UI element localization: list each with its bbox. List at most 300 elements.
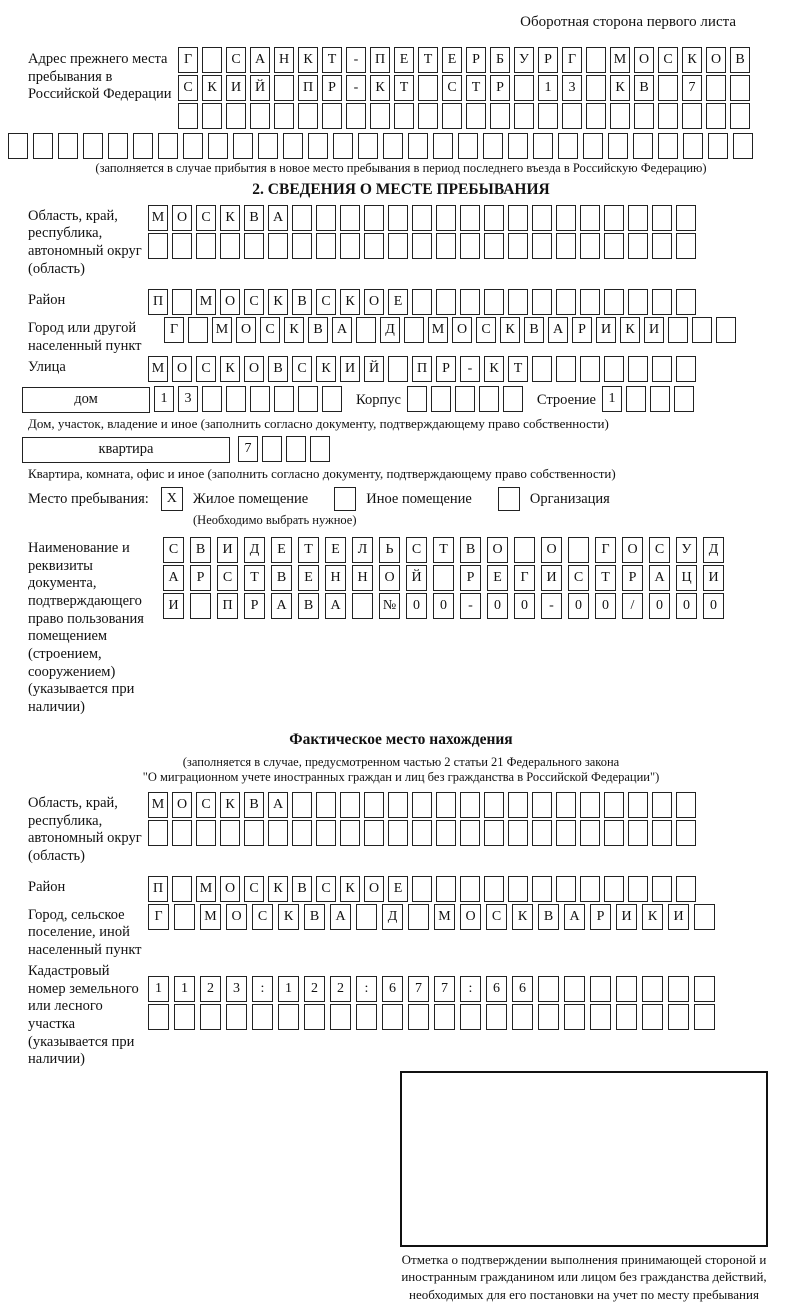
char-box[interactable] — [388, 233, 408, 259]
char-box[interactable]: К — [484, 356, 504, 382]
char-box[interactable] — [436, 233, 456, 259]
char-box[interactable]: Ц — [676, 565, 697, 591]
char-box[interactable] — [174, 904, 195, 930]
char-box[interactable] — [274, 75, 294, 101]
char-box[interactable] — [508, 876, 528, 902]
char-box[interactable] — [532, 356, 552, 382]
char-box[interactable]: М — [200, 904, 221, 930]
char-box[interactable] — [268, 233, 288, 259]
char-box[interactable]: 1 — [538, 75, 558, 101]
char-box[interactable]: И — [616, 904, 637, 930]
char-box[interactable]: М — [434, 904, 455, 930]
char-box[interactable]: В — [244, 205, 264, 231]
char-box[interactable] — [408, 904, 429, 930]
char-box[interactable]: Т — [595, 565, 616, 591]
char-box[interactable]: Е — [298, 565, 319, 591]
char-box[interactable] — [455, 386, 475, 412]
char-box[interactable]: К — [220, 205, 240, 231]
char-box[interactable]: П — [148, 289, 168, 315]
char-box[interactable]: 3 — [226, 976, 247, 1002]
char-box[interactable] — [172, 820, 192, 846]
char-box[interactable] — [706, 103, 726, 129]
char-box[interactable]: К — [500, 317, 520, 343]
char-box[interactable] — [460, 205, 480, 231]
char-box[interactable] — [604, 792, 624, 818]
char-box[interactable]: Р — [490, 75, 510, 101]
char-box[interactable] — [508, 820, 528, 846]
char-box[interactable] — [158, 133, 178, 159]
char-box[interactable]: Р — [322, 75, 342, 101]
char-box[interactable] — [436, 876, 456, 902]
char-box[interactable]: С — [406, 537, 427, 563]
char-box[interactable] — [556, 205, 576, 231]
char-box[interactable]: В — [190, 537, 211, 563]
char-box[interactable]: 0 — [676, 593, 697, 619]
char-box[interactable] — [356, 1004, 377, 1030]
char-box[interactable] — [708, 133, 728, 159]
char-box[interactable] — [172, 233, 192, 259]
char-box[interactable]: 1 — [154, 386, 174, 412]
char-box[interactable] — [283, 133, 303, 159]
char-box[interactable]: К — [220, 356, 240, 382]
char-box[interactable] — [258, 133, 278, 159]
char-box[interactable] — [652, 820, 672, 846]
char-box[interactable]: 0 — [406, 593, 427, 619]
char-box[interactable] — [556, 792, 576, 818]
char-box[interactable]: 3 — [562, 75, 582, 101]
char-box[interactable] — [586, 75, 606, 101]
char-box[interactable] — [508, 289, 528, 315]
char-box[interactable] — [172, 876, 192, 902]
char-box[interactable]: В — [730, 47, 750, 73]
char-box[interactable] — [532, 876, 552, 902]
char-box[interactable] — [668, 1004, 689, 1030]
char-box[interactable] — [292, 792, 312, 818]
char-box[interactable]: А — [548, 317, 568, 343]
char-box[interactable] — [733, 133, 753, 159]
char-box[interactable]: Р — [244, 593, 265, 619]
char-box[interactable]: 2 — [330, 976, 351, 1002]
char-box[interactable]: Р — [590, 904, 611, 930]
region-row-1[interactable] — [148, 205, 700, 231]
char-box[interactable] — [562, 103, 582, 129]
char-box[interactable]: 0 — [595, 593, 616, 619]
char-box[interactable] — [412, 876, 432, 902]
char-box[interactable]: К — [298, 47, 318, 73]
char-box[interactable]: С — [476, 317, 496, 343]
char-box[interactable] — [364, 233, 384, 259]
document-row-3[interactable] — [163, 593, 730, 619]
char-box[interactable] — [202, 386, 222, 412]
char-box[interactable]: Й — [250, 75, 270, 101]
char-box[interactable] — [316, 820, 336, 846]
char-box[interactable]: К — [284, 317, 304, 343]
char-box[interactable]: 3 — [178, 386, 198, 412]
char-box[interactable]: К — [316, 356, 336, 382]
char-box[interactable] — [330, 1004, 351, 1030]
char-box[interactable] — [460, 233, 480, 259]
char-box[interactable]: : — [356, 976, 377, 1002]
char-box[interactable] — [292, 233, 312, 259]
char-box[interactable]: О — [364, 876, 384, 902]
char-box[interactable] — [418, 103, 438, 129]
char-box[interactable]: Е — [271, 537, 292, 563]
char-box[interactable]: : — [252, 976, 273, 1002]
char-box[interactable]: В — [634, 75, 654, 101]
char-box[interactable]: - — [346, 47, 366, 73]
char-box[interactable] — [508, 133, 528, 159]
city-row[interactable] — [164, 317, 740, 343]
char-box[interactable]: Й — [406, 565, 427, 591]
char-box[interactable]: М — [610, 47, 630, 73]
char-box[interactable] — [262, 436, 282, 462]
char-box[interactable]: М — [196, 289, 216, 315]
char-box[interactable]: О — [706, 47, 726, 73]
char-box[interactable] — [538, 976, 559, 1002]
char-box[interactable]: А — [268, 205, 288, 231]
char-box[interactable]: О — [379, 565, 400, 591]
char-box[interactable]: Ь — [379, 537, 400, 563]
char-box[interactable]: - — [460, 593, 481, 619]
char-box[interactable] — [508, 233, 528, 259]
char-box[interactable] — [484, 792, 504, 818]
district-row[interactable] — [148, 289, 700, 315]
char-box[interactable]: В — [304, 904, 325, 930]
char-box[interactable] — [33, 133, 53, 159]
char-box[interactable] — [604, 205, 624, 231]
char-box[interactable] — [652, 876, 672, 902]
char-box[interactable] — [694, 904, 715, 930]
char-box[interactable] — [610, 103, 630, 129]
char-box[interactable]: П — [298, 75, 318, 101]
char-box[interactable] — [388, 205, 408, 231]
char-box[interactable]: С — [292, 356, 312, 382]
char-box[interactable]: Д — [244, 537, 265, 563]
char-box[interactable] — [148, 820, 168, 846]
char-box[interactable] — [590, 1004, 611, 1030]
char-box[interactable] — [412, 233, 432, 259]
char-box[interactable] — [436, 205, 456, 231]
char-box[interactable]: 6 — [512, 976, 533, 1002]
char-box[interactable]: Т — [394, 75, 414, 101]
char-box[interactable]: С — [568, 565, 589, 591]
char-box[interactable]: Т — [466, 75, 486, 101]
char-box[interactable]: К — [610, 75, 630, 101]
char-box[interactable] — [650, 386, 670, 412]
char-box[interactable]: А — [332, 317, 352, 343]
char-box[interactable] — [436, 820, 456, 846]
char-box[interactable]: - — [541, 593, 562, 619]
char-box[interactable]: Р — [622, 565, 643, 591]
char-box[interactable]: Р — [190, 565, 211, 591]
char-box[interactable] — [220, 820, 240, 846]
char-box[interactable] — [604, 876, 624, 902]
char-box[interactable] — [431, 386, 451, 412]
char-box[interactable]: 2 — [304, 976, 325, 1002]
char-box[interactable] — [580, 820, 600, 846]
char-box[interactable]: В — [268, 356, 288, 382]
char-box[interactable]: Р — [436, 356, 456, 382]
char-box[interactable]: : — [460, 976, 481, 1002]
char-box[interactable] — [580, 233, 600, 259]
char-box[interactable] — [250, 386, 270, 412]
char-box[interactable]: О — [226, 904, 247, 930]
char-box[interactable]: П — [370, 47, 390, 73]
char-box[interactable]: Т — [244, 565, 265, 591]
char-box[interactable]: В — [308, 317, 328, 343]
char-box[interactable]: 7 — [408, 976, 429, 1002]
char-box[interactable]: О — [541, 537, 562, 563]
char-box[interactable]: Л — [352, 537, 373, 563]
char-box[interactable] — [460, 792, 480, 818]
char-box[interactable] — [8, 133, 28, 159]
char-box[interactable] — [442, 103, 462, 129]
char-box[interactable] — [412, 289, 432, 315]
char-box[interactable]: А — [564, 904, 585, 930]
char-box[interactable] — [604, 233, 624, 259]
char-box[interactable] — [508, 792, 528, 818]
char-box[interactable]: О — [622, 537, 643, 563]
char-box[interactable]: К — [682, 47, 702, 73]
char-box[interactable]: 7 — [238, 436, 258, 462]
char-box[interactable]: С — [217, 565, 238, 591]
region-row-2[interactable] — [148, 233, 700, 259]
char-box[interactable] — [310, 436, 330, 462]
char-box[interactable] — [616, 976, 637, 1002]
char-box[interactable] — [628, 356, 648, 382]
char-box[interactable] — [484, 820, 504, 846]
char-box[interactable] — [556, 289, 576, 315]
char-box[interactable] — [356, 904, 377, 930]
char-box[interactable] — [652, 289, 672, 315]
char-box[interactable]: О — [634, 47, 654, 73]
char-box[interactable]: Т — [298, 537, 319, 563]
char-box[interactable] — [706, 75, 726, 101]
char-box[interactable] — [340, 205, 360, 231]
char-box[interactable] — [590, 976, 611, 1002]
char-box[interactable]: А — [271, 593, 292, 619]
char-box[interactable]: О — [364, 289, 384, 315]
char-box[interactable] — [580, 876, 600, 902]
char-box[interactable]: С — [442, 75, 462, 101]
char-box[interactable] — [58, 133, 78, 159]
char-box[interactable]: П — [148, 876, 168, 902]
char-box[interactable] — [564, 1004, 585, 1030]
char-box[interactable]: 2 — [200, 976, 221, 1002]
char-box[interactable]: 0 — [703, 593, 724, 619]
char-box[interactable]: Р — [538, 47, 558, 73]
residence-checkbox-inoe[interactable] — [334, 487, 356, 511]
char-box[interactable] — [503, 386, 523, 412]
char-box[interactable] — [532, 289, 552, 315]
char-box[interactable]: К — [370, 75, 390, 101]
char-box[interactable]: В — [524, 317, 544, 343]
char-box[interactable] — [668, 317, 688, 343]
char-box[interactable]: А — [250, 47, 270, 73]
char-box[interactable]: - — [346, 75, 366, 101]
char-box[interactable] — [676, 356, 696, 382]
char-box[interactable] — [658, 133, 678, 159]
char-box[interactable] — [188, 317, 208, 343]
char-box[interactable] — [694, 976, 715, 1002]
char-box[interactable] — [436, 792, 456, 818]
street-row[interactable] — [148, 356, 700, 382]
char-box[interactable]: М — [148, 205, 168, 231]
char-box[interactable]: А — [330, 904, 351, 930]
char-box[interactable] — [460, 289, 480, 315]
char-box[interactable]: Г — [514, 565, 535, 591]
char-box[interactable]: С — [163, 537, 184, 563]
stroenie-row[interactable] — [602, 386, 698, 412]
char-box[interactable]: А — [649, 565, 670, 591]
char-box[interactable] — [682, 103, 702, 129]
char-box[interactable] — [298, 386, 318, 412]
char-box[interactable] — [407, 386, 427, 412]
char-box[interactable] — [364, 205, 384, 231]
char-box[interactable]: К — [620, 317, 640, 343]
char-box[interactable]: С — [486, 904, 507, 930]
char-box[interactable]: Т — [418, 47, 438, 73]
char-box[interactable] — [460, 820, 480, 846]
char-box[interactable]: № — [379, 593, 400, 619]
char-box[interactable] — [628, 820, 648, 846]
char-box[interactable] — [486, 1004, 507, 1030]
char-box[interactable] — [434, 1004, 455, 1030]
char-box[interactable] — [352, 593, 373, 619]
char-box[interactable] — [196, 820, 216, 846]
char-box[interactable] — [694, 1004, 715, 1030]
char-box[interactable]: А — [268, 792, 288, 818]
char-box[interactable] — [628, 233, 648, 259]
char-box[interactable]: Е — [487, 565, 508, 591]
char-box[interactable] — [364, 820, 384, 846]
char-box[interactable] — [730, 75, 750, 101]
char-box[interactable]: С — [316, 289, 336, 315]
char-box[interactable]: У — [676, 537, 697, 563]
char-box[interactable] — [83, 133, 103, 159]
char-box[interactable]: С — [178, 75, 198, 101]
char-box[interactable]: Н — [352, 565, 373, 591]
char-box[interactable] — [484, 876, 504, 902]
char-box[interactable] — [580, 289, 600, 315]
char-box[interactable] — [433, 133, 453, 159]
char-box[interactable]: И — [163, 593, 184, 619]
char-box[interactable] — [233, 133, 253, 159]
char-box[interactable] — [642, 976, 663, 1002]
char-box[interactable] — [388, 792, 408, 818]
char-box[interactable] — [408, 133, 428, 159]
char-box[interactable] — [190, 593, 211, 619]
char-box[interactable]: К — [268, 876, 288, 902]
char-box[interactable]: В — [292, 289, 312, 315]
char-box[interactable] — [514, 103, 534, 129]
char-box[interactable] — [652, 205, 672, 231]
char-box[interactable] — [580, 356, 600, 382]
char-box[interactable]: Д — [382, 904, 403, 930]
char-box[interactable] — [340, 233, 360, 259]
house-number-row[interactable] — [154, 386, 346, 412]
apartment-number-row[interactable] — [238, 436, 334, 462]
char-box[interactable] — [208, 133, 228, 159]
char-box[interactable] — [202, 103, 222, 129]
char-box[interactable]: С — [658, 47, 678, 73]
char-box[interactable] — [404, 317, 424, 343]
char-box[interactable] — [200, 1004, 221, 1030]
char-box[interactable] — [676, 792, 696, 818]
char-box[interactable] — [692, 317, 712, 343]
char-box[interactable] — [292, 205, 312, 231]
char-box[interactable] — [322, 386, 342, 412]
char-box[interactable]: В — [244, 792, 264, 818]
char-box[interactable]: Р — [460, 565, 481, 591]
char-box[interactable] — [616, 1004, 637, 1030]
char-box[interactable] — [268, 820, 288, 846]
char-box[interactable]: О — [460, 904, 481, 930]
char-box[interactable] — [564, 976, 585, 1002]
char-box[interactable] — [633, 133, 653, 159]
char-box[interactable] — [148, 233, 168, 259]
prev-address-row-2[interactable] — [178, 75, 754, 101]
char-box[interactable]: Г — [148, 904, 169, 930]
char-box[interactable]: 0 — [514, 593, 535, 619]
char-box[interactable] — [558, 133, 578, 159]
char-box[interactable]: 6 — [486, 976, 507, 1002]
char-box[interactable]: И — [541, 565, 562, 591]
char-box[interactable]: 1 — [602, 386, 622, 412]
char-box[interactable] — [412, 820, 432, 846]
char-box[interactable] — [628, 289, 648, 315]
char-box[interactable] — [274, 386, 294, 412]
char-box[interactable]: Г — [595, 537, 616, 563]
char-box[interactable] — [652, 792, 672, 818]
char-box[interactable] — [508, 205, 528, 231]
char-box[interactable]: Т — [508, 356, 528, 382]
char-box[interactable] — [358, 133, 378, 159]
char-box[interactable] — [586, 47, 606, 73]
char-box[interactable] — [730, 103, 750, 129]
char-box[interactable]: И — [217, 537, 238, 563]
char-box[interactable] — [286, 436, 306, 462]
prev-address-row-4[interactable] — [8, 133, 794, 159]
char-box[interactable] — [183, 133, 203, 159]
char-box[interactable]: В — [298, 593, 319, 619]
char-box[interactable]: К — [202, 75, 222, 101]
char-box[interactable]: С — [244, 289, 264, 315]
residence-checkbox-org[interactable] — [498, 487, 520, 511]
char-box[interactable]: У — [514, 47, 534, 73]
char-box[interactable] — [346, 103, 366, 129]
char-box[interactable]: И — [668, 904, 689, 930]
char-box[interactable]: Н — [325, 565, 346, 591]
char-box[interactable] — [676, 820, 696, 846]
char-box[interactable] — [316, 792, 336, 818]
char-box[interactable]: И — [644, 317, 664, 343]
char-box[interactable] — [340, 820, 360, 846]
char-box[interactable]: С — [244, 876, 264, 902]
char-box[interactable]: А — [163, 565, 184, 591]
char-box[interactable] — [458, 133, 478, 159]
char-box[interactable] — [568, 537, 589, 563]
char-box[interactable] — [532, 792, 552, 818]
cadastre-row-1[interactable] — [148, 976, 720, 1002]
char-box[interactable] — [418, 75, 438, 101]
char-box[interactable] — [538, 103, 558, 129]
char-box[interactable]: П — [217, 593, 238, 619]
char-box[interactable] — [108, 133, 128, 159]
char-box[interactable] — [479, 386, 499, 412]
char-box[interactable]: В — [292, 876, 312, 902]
char-box[interactable]: С — [226, 47, 246, 73]
